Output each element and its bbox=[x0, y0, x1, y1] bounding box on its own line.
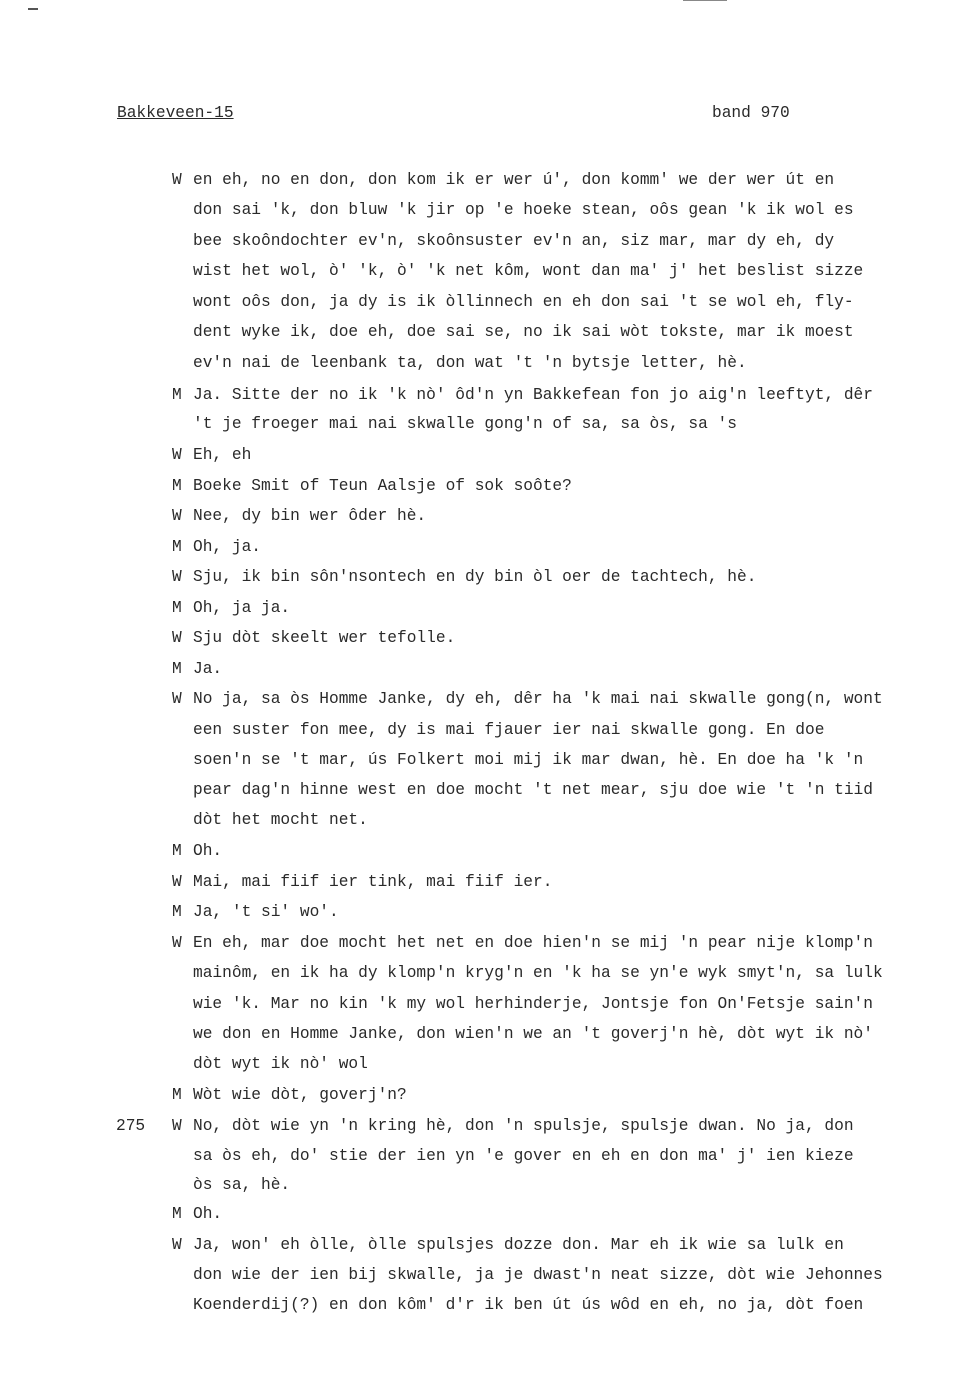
speaker-label: M bbox=[172, 1205, 182, 1223]
line-text: Ja, won' eh òlle, òlle spulsjes dozze don. Mar eh ik wie sa lulk en bbox=[193, 1236, 844, 1254]
line-text: mainôm, en ik ha dy klomp'n kryg'n en 'k ha se yn'e wyk smyt'n, sa lulk bbox=[193, 964, 883, 982]
speaker-label: M bbox=[172, 477, 182, 495]
line-text: don sai 'k, don bluw 'k jir op 'e hoeke stean, oôs gean 'k ik wol es bbox=[193, 201, 854, 219]
line-text: 't je froeger mai nai skwalle gong'n of sa, sa òs, sa 's bbox=[193, 415, 737, 433]
document-title: Bakkeveen-15 bbox=[117, 104, 234, 122]
line-text: bee skoôndochter ev'n, skoônsuster ev'n an, siz mar, mar dy eh, dy bbox=[193, 232, 835, 250]
speaker-label: W bbox=[172, 568, 182, 586]
line-text: Ja, 't si' wo'. bbox=[193, 903, 339, 921]
speaker-label: W bbox=[172, 690, 182, 708]
line-text: Oh, ja ja. bbox=[193, 599, 291, 617]
speaker-label: M bbox=[172, 599, 182, 617]
speaker-label: M bbox=[172, 903, 182, 921]
line-text: dent wyke ik, doe eh, doe sai se, no ik sai wòt tokste, mar ik moest bbox=[193, 323, 854, 341]
line-text: No, dòt wie yn 'n kring hè, don 'n spulsje, spulsje dwan. No ja, don bbox=[193, 1117, 854, 1135]
speaker-label: W bbox=[172, 507, 182, 525]
margin-counter: 275 bbox=[116, 1117, 146, 1135]
speaker-label: W bbox=[172, 1236, 182, 1254]
speaker-label: M bbox=[172, 842, 182, 860]
line-text: ev'n nai de leenbank ta, don wat 't 'n bytsje letter, hè. bbox=[193, 354, 747, 372]
speaker-label: M bbox=[172, 1086, 182, 1104]
speaker-label: W bbox=[172, 873, 182, 891]
line-text: soen'n se 't mar, ús Folkert moi mij ik mar dwan, hè. En doe ha 'k 'n bbox=[193, 751, 864, 769]
line-text: wont oôs don, ja dy is ik òllinnech en eh don sai 't se wol eh, fly- bbox=[193, 293, 854, 311]
top-rule bbox=[683, 0, 727, 1]
corner-mark bbox=[28, 8, 38, 10]
line-text: wist het wol, ò' 'k, ò' 'k net kôm, wont dan ma' j' het beslist sizze bbox=[193, 262, 864, 280]
line-text: Oh. bbox=[193, 1205, 223, 1223]
line-text: Koenderdij(?) en don kôm' d'r ik ben út ús wôd en eh, no ja, dòt foen bbox=[193, 1296, 864, 1314]
line-text: No ja, sa òs Homme Janke, dy eh, dêr ha 'k mai nai skwalle gong(n, wont bbox=[193, 690, 883, 708]
speaker-label: W bbox=[172, 446, 182, 464]
line-text: Ja. bbox=[193, 660, 223, 678]
line-text: een suster fon mee, dy is mai fjauer ier nai skwalle gong. En doe bbox=[193, 721, 825, 739]
line-text: Wòt wie dòt, goverj'n? bbox=[193, 1086, 407, 1104]
line-text: don wie der ien bij skwalle, ja je dwast'n neat sizze, dòt wie Jehonnes bbox=[193, 1266, 883, 1284]
line-text: we don en Homme Janke, don wien'n we an 't goverj'n hè, dòt wyt ik nò' bbox=[193, 1025, 873, 1043]
line-text: pear dag'n hinne west en doe mocht 't net mear, sju doe wie 't 'n tiid bbox=[193, 781, 873, 799]
line-text: dòt wyt ik nò' wol bbox=[193, 1055, 368, 1073]
speaker-label: W bbox=[172, 171, 182, 189]
speaker-label: W bbox=[172, 1117, 182, 1135]
line-text: wie 'k. Mar no kin 'k my wol herhinderje, Jontsje fon On'Fetsje sain'n bbox=[193, 995, 873, 1013]
line-text: En eh, mar doe mocht het net en doe hien'n se mij 'n pear nije klomp'n bbox=[193, 934, 873, 952]
line-text: Sju, ik bin sôn'nsontech en dy bin òl oer de tachtech, hè. bbox=[193, 568, 757, 586]
speaker-label: W bbox=[172, 629, 182, 647]
line-text: Oh. bbox=[193, 842, 223, 860]
speaker-label: W bbox=[172, 934, 182, 952]
line-text: Ja. Sitte der no ik 'k nò' ôd'n yn Bakkefean fon jo aig'n leeftyt, dêr bbox=[193, 386, 873, 404]
line-text: òs sa, hè. bbox=[193, 1176, 291, 1194]
line-text: Nee, dy bin wer ôder hè. bbox=[193, 507, 427, 525]
line-text: Boeke Smit of Teun Aalsje of sok soôte? bbox=[193, 477, 572, 495]
line-text: Mai, mai fiif ier tink, mai fiif ier. bbox=[193, 873, 553, 891]
line-text: Oh, ja. bbox=[193, 538, 261, 556]
speaker-label: M bbox=[172, 386, 182, 404]
speaker-label: M bbox=[172, 660, 182, 678]
line-text: Sju dòt skeelt wer tefolle. bbox=[193, 629, 456, 647]
line-text: dòt het mocht net. bbox=[193, 811, 368, 829]
line-text: Eh, eh bbox=[193, 446, 252, 464]
line-text: en eh, no en don, don kom ik er wer ú', don komm' we der wer út en bbox=[193, 171, 835, 189]
line-text: sa òs eh, do' stie der ien yn 'e gover en eh en don ma' j' ien kieze bbox=[193, 1147, 854, 1165]
tape-number: band 970 bbox=[712, 104, 790, 122]
speaker-label: M bbox=[172, 538, 182, 556]
